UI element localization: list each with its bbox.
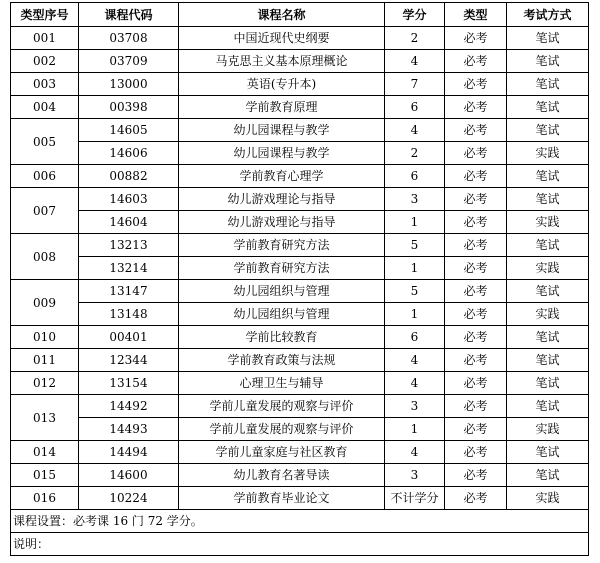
course-name: 幼儿游戏理论与指导 xyxy=(179,188,385,211)
exam-method: 笔试 xyxy=(507,27,589,50)
course-credit: 5 xyxy=(385,234,445,257)
header-credit: 学分 xyxy=(385,3,445,27)
course-type: 必考 xyxy=(445,418,507,441)
exam-method: 实践 xyxy=(507,211,589,234)
course-name: 幼儿园课程与教学 xyxy=(179,119,385,142)
table-row xyxy=(11,395,589,418)
type-seq: 002 xyxy=(11,50,79,73)
course-name: 学前教育毕业论文 xyxy=(179,487,385,510)
course-credit: 2 xyxy=(385,142,445,165)
type-seq: 008 xyxy=(11,234,79,280)
exam-method: 笔试 xyxy=(507,280,589,303)
course-name: 英语(专升本) xyxy=(179,73,385,96)
footer-settings-row xyxy=(11,510,589,533)
course-code: 13214 xyxy=(79,257,179,280)
course-code: 14606 xyxy=(79,142,179,165)
course-type: 必考 xyxy=(445,487,507,510)
course-name: 学前比较教育 xyxy=(179,326,385,349)
table-row xyxy=(11,326,589,349)
exam-method: 笔试 xyxy=(507,326,589,349)
course-name: 马克思主义基本原理概论 xyxy=(179,50,385,73)
course-credit: 6 xyxy=(385,96,445,119)
course-type: 必考 xyxy=(445,234,507,257)
course-code: 12344 xyxy=(79,349,179,372)
exam-method: 笔试 xyxy=(507,73,589,96)
table-row xyxy=(11,349,589,372)
course-name: 学前儿童发展的观察与评价 xyxy=(179,418,385,441)
table-row xyxy=(11,188,589,211)
course-credit: 7 xyxy=(385,73,445,96)
course-type: 必考 xyxy=(445,73,507,96)
course-settings-note: 课程设置：必考课 16 门 72 学分。 xyxy=(11,510,589,533)
exam-method: 实践 xyxy=(507,257,589,280)
course-code: 14605 xyxy=(79,119,179,142)
course-code: 13154 xyxy=(79,372,179,395)
course-table-container xyxy=(10,2,589,556)
course-name: 学前教育心理学 xyxy=(179,165,385,188)
exam-method: 笔试 xyxy=(507,96,589,119)
course-credit: 1 xyxy=(385,257,445,280)
course-name: 幼儿游戏理论与指导 xyxy=(179,211,385,234)
course-name: 幼儿园组织与管理 xyxy=(179,303,385,326)
course-credit: 3 xyxy=(385,188,445,211)
exam-method: 笔试 xyxy=(507,441,589,464)
course-code: 14600 xyxy=(79,464,179,487)
type-seq: 003 xyxy=(11,73,79,96)
course-name: 幼儿园组织与管理 xyxy=(179,280,385,303)
table-header-row xyxy=(11,3,589,27)
type-seq: 001 xyxy=(11,27,79,50)
course-credit: 4 xyxy=(385,441,445,464)
type-seq: 006 xyxy=(11,165,79,188)
table-row xyxy=(11,372,589,395)
exam-method: 实践 xyxy=(507,303,589,326)
course-type: 必考 xyxy=(445,96,507,119)
course-type: 必考 xyxy=(445,119,507,142)
table-body xyxy=(11,27,589,510)
exam-method: 笔试 xyxy=(507,119,589,142)
course-code: 13000 xyxy=(79,73,179,96)
course-type: 必考 xyxy=(445,349,507,372)
exam-method: 实践 xyxy=(507,142,589,165)
type-seq: 013 xyxy=(11,395,79,441)
course-type: 必考 xyxy=(445,303,507,326)
table-row xyxy=(11,234,589,257)
type-seq: 009 xyxy=(11,280,79,326)
exam-method: 笔试 xyxy=(507,234,589,257)
type-seq: 007 xyxy=(11,188,79,234)
exam-method: 笔试 xyxy=(507,395,589,418)
course-type: 必考 xyxy=(445,257,507,280)
exam-method: 笔试 xyxy=(507,349,589,372)
course-code: 14493 xyxy=(79,418,179,441)
course-credit: 3 xyxy=(385,395,445,418)
course-code: 03708 xyxy=(79,27,179,50)
course-code: 03709 xyxy=(79,50,179,73)
type-seq: 012 xyxy=(11,372,79,395)
course-code: 00398 xyxy=(79,96,179,119)
course-name: 学前教育原理 xyxy=(179,96,385,119)
course-code: 13147 xyxy=(79,280,179,303)
type-seq: 014 xyxy=(11,441,79,464)
course-credit: 4 xyxy=(385,372,445,395)
table-row xyxy=(11,142,589,165)
course-code: 14603 xyxy=(79,188,179,211)
course-type: 必考 xyxy=(445,142,507,165)
course-code: 00401 xyxy=(79,326,179,349)
course-type: 必考 xyxy=(445,395,507,418)
course-credit: 4 xyxy=(385,349,445,372)
table-row xyxy=(11,73,589,96)
header-seq: 类型序号 xyxy=(11,3,79,27)
course-credit: 6 xyxy=(385,326,445,349)
course-table xyxy=(10,2,589,556)
table-row xyxy=(11,441,589,464)
table-row xyxy=(11,96,589,119)
course-code: 13148 xyxy=(79,303,179,326)
exam-method: 笔试 xyxy=(507,165,589,188)
exam-method: 笔试 xyxy=(507,188,589,211)
course-type: 必考 xyxy=(445,211,507,234)
course-code: 10224 xyxy=(79,487,179,510)
course-code: 14604 xyxy=(79,211,179,234)
exam-method: 笔试 xyxy=(507,464,589,487)
exam-method: 实践 xyxy=(507,418,589,441)
header-exam: 考试方式 xyxy=(507,3,589,27)
footer-notes-row xyxy=(11,533,589,556)
course-code: 14494 xyxy=(79,441,179,464)
course-type: 必考 xyxy=(445,372,507,395)
course-name: 学前教育研究方法 xyxy=(179,234,385,257)
type-seq: 005 xyxy=(11,119,79,165)
table-row xyxy=(11,50,589,73)
course-credit: 6 xyxy=(385,165,445,188)
course-credit: 3 xyxy=(385,464,445,487)
exam-method: 笔试 xyxy=(507,372,589,395)
course-name: 幼儿园课程与教学 xyxy=(179,142,385,165)
course-credit: 不计学分 xyxy=(385,487,445,510)
course-type: 必考 xyxy=(445,280,507,303)
course-name: 学前儿童家庭与社区教育 xyxy=(179,441,385,464)
table-row xyxy=(11,418,589,441)
course-type: 必考 xyxy=(445,326,507,349)
type-seq: 015 xyxy=(11,464,79,487)
course-type: 必考 xyxy=(445,27,507,50)
exam-method: 实践 xyxy=(507,487,589,510)
table-row xyxy=(11,303,589,326)
type-seq: 004 xyxy=(11,96,79,119)
header-name: 课程名称 xyxy=(179,3,385,27)
table-row xyxy=(11,280,589,303)
table-row xyxy=(11,211,589,234)
course-type: 必考 xyxy=(445,188,507,211)
course-credit: 1 xyxy=(385,418,445,441)
course-name: 学前教育研究方法 xyxy=(179,257,385,280)
course-code: 00882 xyxy=(79,165,179,188)
type-seq: 011 xyxy=(11,349,79,372)
header-type: 类型 xyxy=(445,3,507,27)
course-code: 13213 xyxy=(79,234,179,257)
course-name: 心理卫生与辅导 xyxy=(179,372,385,395)
course-type: 必考 xyxy=(445,441,507,464)
course-name: 学前教育政策与法规 xyxy=(179,349,385,372)
table-row xyxy=(11,487,589,510)
course-name: 幼儿教育名著导读 xyxy=(179,464,385,487)
course-type: 必考 xyxy=(445,165,507,188)
table-row xyxy=(11,165,589,188)
type-seq: 010 xyxy=(11,326,79,349)
course-credit: 2 xyxy=(385,27,445,50)
course-credit: 4 xyxy=(385,119,445,142)
table-row xyxy=(11,257,589,280)
course-code: 14492 xyxy=(79,395,179,418)
course-type: 必考 xyxy=(445,50,507,73)
course-credit: 1 xyxy=(385,303,445,326)
notes-label: 说明： xyxy=(11,533,589,556)
course-type: 必考 xyxy=(445,464,507,487)
course-credit: 1 xyxy=(385,211,445,234)
table-row xyxy=(11,464,589,487)
exam-method: 笔试 xyxy=(507,50,589,73)
table-row xyxy=(11,119,589,142)
course-name: 中国近现代史纲要 xyxy=(179,27,385,50)
course-credit: 5 xyxy=(385,280,445,303)
header-code: 课程代码 xyxy=(79,3,179,27)
table-row xyxy=(11,27,589,50)
course-name: 学前儿童发展的观察与评价 xyxy=(179,395,385,418)
course-credit: 4 xyxy=(385,50,445,73)
type-seq: 016 xyxy=(11,487,79,510)
